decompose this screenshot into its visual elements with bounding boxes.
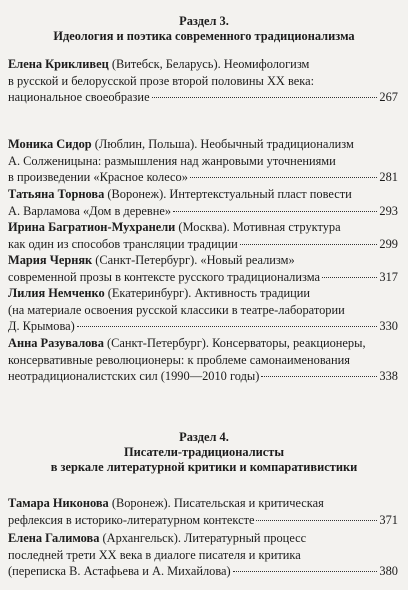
entry-location-title: (Воронеж). Писательская и критическая	[108, 496, 324, 510]
entry-location-title: (Санкт-Петербург). Консерваторы, реакционеры,	[103, 336, 366, 350]
entry-location-title: (Люблин, Польша). Необычный традиционализм	[91, 137, 354, 151]
page-number: 267	[379, 90, 398, 105]
entry-last-line	[8, 89, 398, 106]
entry-last-line	[8, 318, 398, 335]
entry-first-line	[8, 186, 398, 203]
leader-dots	[261, 376, 377, 377]
entry-location-title: (Воронеж). Интертекстуальный пласт повести	[104, 187, 352, 201]
leader-dots	[152, 97, 378, 98]
page-number: 330	[379, 319, 398, 334]
entry-author: Татьяна Торнова	[8, 187, 105, 201]
entry-title-line: неотрадиционалистских сил (1990—2010 годы)	[8, 369, 260, 384]
toc-entry	[8, 56, 398, 106]
page-number: 299	[379, 236, 398, 251]
section-3-title: Идеология и поэтика современного традиционализма	[53, 29, 355, 43]
section-3-heading	[0, 14, 408, 44]
toc-entry	[8, 252, 398, 285]
entry-title-line: в произведении «Красное колесо»	[8, 170, 188, 185]
entry-last-line	[8, 368, 398, 385]
page-number: 380	[379, 564, 398, 579]
section-4-number: Раздел 4.	[179, 430, 229, 444]
leader-dots	[233, 571, 378, 572]
entry-last-line	[8, 512, 398, 529]
entry-first-line	[8, 56, 398, 73]
leader-dots	[240, 244, 378, 245]
toc-entry	[8, 495, 398, 528]
entry-first-line	[8, 285, 398, 302]
entry-title-line: А. Варламова «Дом в деревне»	[8, 203, 172, 218]
section-4-heading	[0, 430, 408, 475]
entry-author: Лилия Немченко	[8, 286, 105, 300]
entry-location-title: (Санкт-Петербург). «Новый реализм»	[92, 253, 295, 267]
leader-dots	[256, 520, 377, 521]
section-4-title-line-2: в зеркале литературной критики и компаративистики	[50, 460, 358, 474]
entry-title-line: А. Солженицына: размышления над жанровыми уточнениями	[8, 153, 336, 168]
leader-dots	[77, 326, 378, 327]
entry-location-title: (Витебск, Беларусь). Неомифологизм	[108, 57, 310, 71]
entry-last-line	[8, 236, 398, 253]
entry-location-title: (Москва). Мотивная структура	[175, 220, 341, 234]
section-4-title-line-1: Писатели-традиционалисты	[123, 445, 285, 459]
page-number: 281	[379, 170, 398, 185]
entry-title-line: как один из способов трансляции традиции	[8, 236, 238, 251]
page-number: 338	[379, 369, 398, 384]
entry-location-title: (Архангельск). Литературный процесс	[99, 531, 307, 545]
entry-first-line	[8, 530, 398, 547]
leader-dots	[173, 211, 377, 212]
entry-first-line	[8, 335, 398, 352]
entry-first-line	[8, 136, 398, 153]
entry-author: Ирина Багратион-Мухранели	[8, 220, 176, 234]
entry-title-line: современной прозы в контексте русского традиционализма	[8, 269, 320, 284]
entry-last-line	[8, 169, 398, 186]
entry-author: Елена Крикливец	[8, 57, 109, 71]
page-number: 317	[379, 269, 398, 284]
page-number: 371	[379, 512, 398, 527]
toc-entry	[8, 136, 398, 186]
toc-entry	[8, 219, 398, 252]
entry-last-line	[8, 269, 398, 286]
entry-location-title: (Екатеринбург). Активность традиции	[104, 286, 311, 300]
toc-entry	[8, 530, 398, 580]
page-number: 293	[379, 203, 398, 218]
toc-entry	[8, 285, 398, 335]
entry-author: Елена Галимова	[8, 531, 100, 545]
entry-first-line	[8, 495, 398, 512]
entry-title-line: последней трети XX века в диалоге писателя и критика	[8, 547, 301, 562]
leader-dots	[322, 277, 377, 278]
leader-dots	[190, 177, 377, 178]
entry-title-line: (переписка В. Астафьева и А. Михайлова)	[8, 564, 231, 579]
entry-title-line: (на материале освоения русской классики в театре-лаборатории	[8, 302, 345, 317]
section-3-number: Раздел 3.	[179, 14, 229, 28]
toc-entry	[8, 335, 398, 385]
entry-title-line: национальное своеобразие	[8, 90, 150, 105]
entry-title-line: рефлексия в историко-литературном контексте	[8, 512, 255, 527]
entry-author: Моника Сидор	[8, 137, 92, 151]
entry-title-line: в русской и белорусской прозе второй половины XX века:	[8, 73, 315, 88]
entry-title-line: Д. Крымова)	[8, 319, 75, 334]
entry-author: Мария Черняк	[8, 253, 93, 267]
entry-author: Тамара Никонова	[8, 496, 109, 510]
toc-entry	[8, 186, 398, 219]
entry-title-line: консервативные революционеры: к проблеме самонаименования	[8, 352, 350, 367]
entry-first-line	[8, 252, 398, 269]
entry-last-line	[8, 203, 398, 220]
entry-first-line	[8, 219, 398, 236]
entry-author: Анна Разувалова	[8, 336, 104, 350]
entry-last-line	[8, 563, 398, 580]
